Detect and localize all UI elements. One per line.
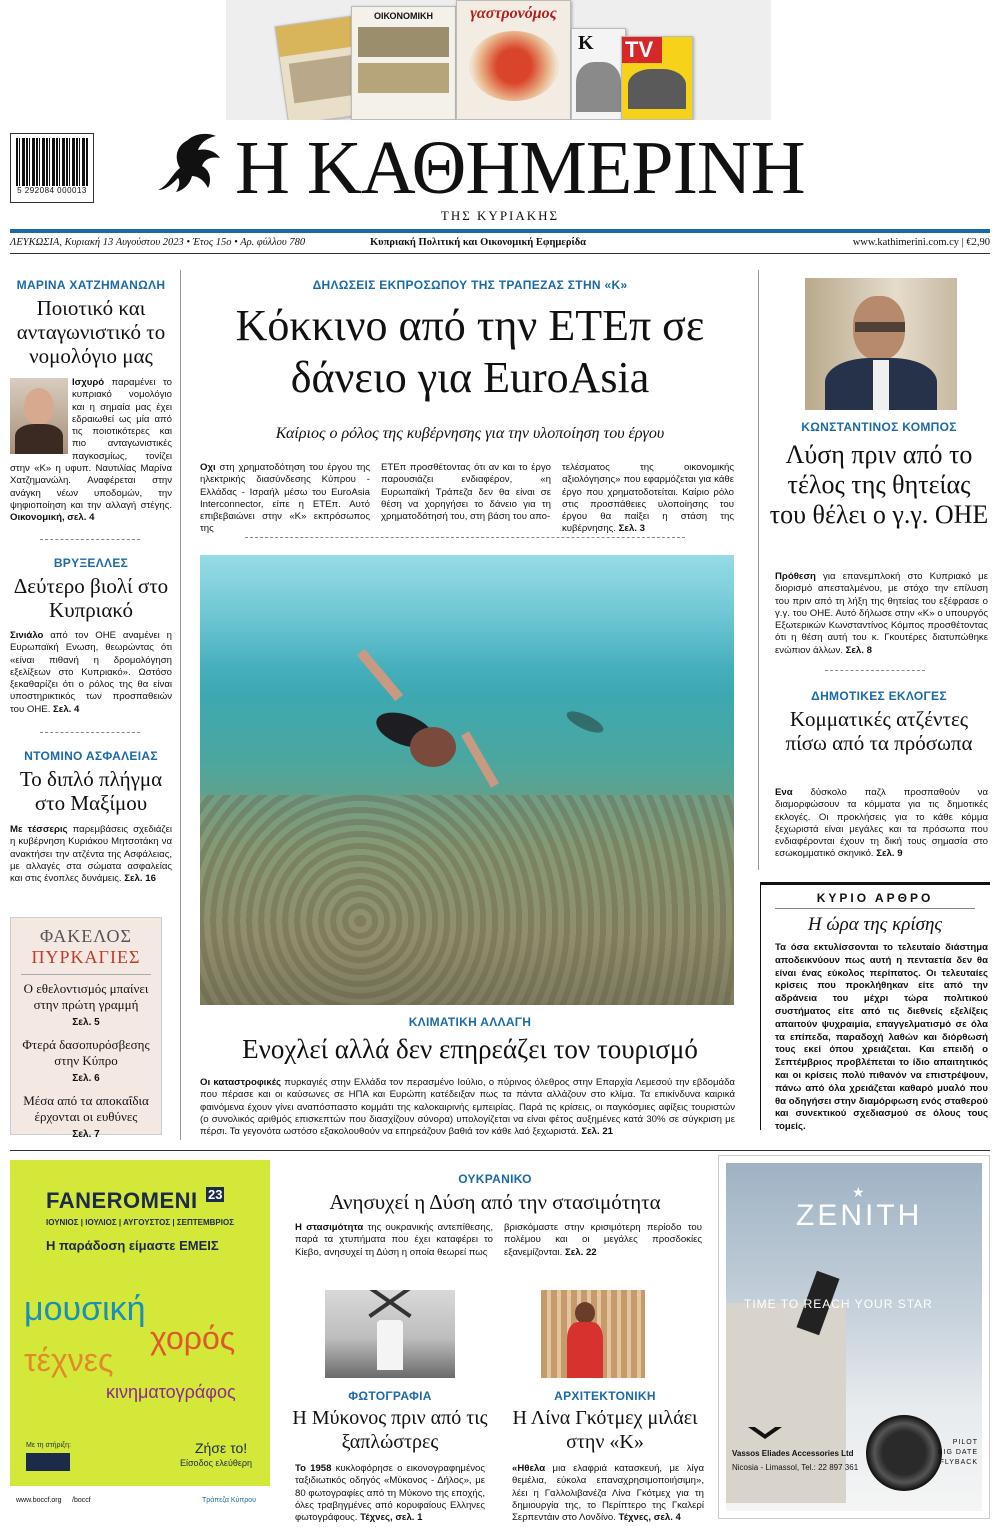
left-s1-body [10,377,172,525]
editorial-headline[interactable]: Η ώρα της κρίσης [807,914,943,935]
fires-box-subtitle: ΠΥΡΚΑΓΙΕΣ [31,947,141,967]
editorial-border [760,885,761,1130]
photo-body [295,1463,485,1524]
left-s2-lead: Σινιάλο [10,630,44,641]
ad-brand: FANEROMENI [46,1188,198,1213]
dealer-name: Vassos Eliades Accessories Ltd [732,1449,854,1458]
info-rule [10,253,990,254]
swimmer-arm [461,731,499,787]
main-subheadline: Καίριος ο ρόλος της κυβέρνησης για την υλοποίηση του έργου [275,425,665,442]
column-divider [758,270,759,870]
minister-kombos-photo [805,278,957,410]
arch-kicker: ΑΡΧΙΤΕΚΤΟΝΙΚΗ [554,1389,656,1403]
left-s2-body [10,630,172,716]
snorkel-photo [200,555,734,1005]
left-s1-text: παραμένει το κυπριακό νομολόγιο και η σημαία μας έχει εδραιωθεί ως μία από τις ποιοτικότερες και πιο ανταγωνιστικές παγκοσμίως, τονίζει στην «Κ» η υφυπ. Ναυτιλίας Μαρίνα Χατζημανώλη. Αναφέρεται στην ανάγκη νέων υποδομών, την ψηφιοποίηση και την αλλαγή στέγης. [10,377,172,511]
model-pilot: PILOT [952,1439,978,1446]
paper-description: Κυπριακή Πολιτική και Οικονομική Εφημερίδα [370,237,587,248]
ad-tagline: Η παράδοση είμαστε ΕΜΕΙΣ [46,1238,219,1253]
left-s3-body [10,824,172,885]
swimmer-head [410,727,456,767]
zenith-star-icon: ★ [852,1186,865,1201]
left-s3-text: παρεμβάσεις σχεδιάζει η κυβέρνηση Κυριάκου Μητσοτάκη να ανακτήσει την ατζέντα της Ασφάλειας, με αλλαγές στα σώματα ασφαλείας και στις ένοπλες δυνάμεις. [10,824,173,885]
ukraine-col1-text: της ουκρανικής αντεπίθεσης, παρά τα χτυπήματα που έχει καταφέρει το Κίεβο, ανησυχεί τη Δύση η οποία θεωρεί πως [295,1222,493,1258]
arch-body [512,1463,704,1524]
main-col2: ΕΤΕπ προσθέτοντας ότι αν και το έργο παρουσιάζει ενδιαφέρον, «η Ευρωπαϊκή Τράπεζα δεν θα είναι σε θέση να χορηγήσει το δάνειο για τη χρηματοδότησή του, στη βάση του απο- [381,462,551,523]
promo-mag-tv [621,36,693,120]
fires-item-1[interactable] [11,981,161,1031]
ad-bank: Τράπεζα Κύπρου [202,1497,256,1504]
fires-box-title: ΦΑΚΕΛΟΣ [39,926,133,946]
right-s1-text: για επανεμπλοκή στο Κυπριακό με διορισμό απεσταλμένου, με στόχο την επίλυση του πριν από τη λήξη της θητείας του εξέφρασε ο γ.γ. του ΟΗΕ. Αυτό δήλωσε στην «Κ» ο υπουργός Εξωτερικών Κωνσταντίνος Κόμπος προσθέτοντας ότι η θέση αυτή του κ. Γκουτέρες διατυπώθηκε ενώπιον άλλων. [775,571,988,656]
climate-headline[interactable]: Ενοχλεί αλλά δεν επηρεάζει τον τουρισμό [242,1034,698,1064]
model-bigdate: BIG DATE [937,1449,978,1456]
main-kicker: ΔΗΛΩΣΕΙΣ ΕΚΠΡΟΣΩΠΟΥ ΤΗΣ ΤΡΑΠΕΖΑΣ ΣΤΗΝ «Κ» [312,278,628,292]
ad-footer [10,1486,270,1517]
main-col3-text: τελέσματος της οικονομικής αξιολόγησης» που εφαρμόζεται για κάθε έργο που χρηματοδοτείται. Καίριο ρόλο στις προσπάθειες υλοποίησης του έργου θα παίξει η στάση της κυβέρνησης. [562,462,734,535]
divider [40,732,140,733]
left-s1-headline[interactable]: Ποιοτικό και ανταγωνιστικό το νομολόγιο μας [16,296,166,368]
left-s2-headline[interactable]: Δεύτερο βιολί στο Κυπριακό [13,574,169,622]
left-s3-ref[interactable]: Σελ. 16 [124,873,156,885]
fires-box [10,917,162,1140]
gotmeh-photo [541,1290,645,1378]
bottom-rule [10,1150,990,1151]
ukraine-col2 [504,1222,702,1259]
ad-support: Με τη στήριξη: [26,1442,71,1449]
arch-lead: «Ηθελα [512,1463,546,1474]
promo-mag-k-title: K [578,32,594,54]
divider [825,670,925,671]
climate-ref[interactable]: Σελ. 21 [581,1126,614,1138]
masthead-subtitle: ΤΗΣ ΚΥΡΙΑΚΗΣ [440,208,560,223]
left-s2-kicker: ΒΡΥΞΕΛΛΕΣ [53,556,129,570]
left-s2-ref[interactable]: Σελ. 4 [53,703,80,715]
ukraine-lead: Η στασιμότητα [295,1222,364,1233]
masthead-title: Η ΚΑΘΗΜΕΡΙΝΗ [235,126,805,210]
promo-mag-oikonomiki-title: ΟΙΚΟΝΟΜΙΚΗ [373,11,434,21]
ukraine-ref[interactable]: Σελ. 22 [564,1246,597,1258]
right-s1-body [775,571,988,657]
ad-word-cinema: κινηματογράφος [106,1382,236,1402]
fires-item-2-text: Φτερά δασοπυρόσβεσης στην Κύπρο [22,1037,150,1068]
ad-facebook[interactable]: /boccf [72,1497,91,1504]
photo-ref[interactable]: Τέχνες, σελ. 1 [360,1512,423,1524]
arch-ref[interactable]: Τέχνες, σελ. 4 [618,1512,681,1524]
griffin-logo-icon [150,128,228,200]
divider [245,537,685,538]
left-s1-ref[interactable]: Οικονομική, σελ. 4 [10,512,95,524]
promo-mag-k [571,28,626,120]
main-lead: Οχι [200,462,216,473]
promo-mag-gastronomos-title: γαστρονόμος [470,5,557,22]
left-s2-text: από τον ΟΗΕ αναμένει η Ευρωπαϊκή Ενωση, θεωρώντας ότι «είναι πιθανή η δρομολόγηση εξελίξεων στο Κυπριακό». Ωστόσο ξεκαθαρίζει ότι ο ρόλος της θα είναι υποστηρικτικός των προσπαθειών του ΟΗΕ. [10,630,172,715]
barcode [10,133,94,203]
info-bar [10,234,990,252]
sponsor-logo-icon [26,1453,70,1471]
ad-cta: Ζήσε το! [195,1440,248,1456]
arch-text: μια ελαφριά κατασκευή, με λίγα θεμέλια, εύκολα επαναχρησιμοποιήσιμη», λέει η Γαλλολιβανέζα Λίνα Γκότμεχ για τη δημιουργία της, το Περίπτερο της Γκαλερί Σερπεντάιν στο Λονδίνο. [512,1463,704,1524]
ukraine-col2-text: βρισκόμαστε στην κρισιμότερη περίοδο του πολέμου και οι μεγάλες προσδοκίες εξανεμίζονται. [504,1222,702,1258]
zenith-slogan: TIME TO REACH YOUR STAR [744,1297,933,1311]
main-headline[interactable]: Κόκκινο από την ΕΤΕπ σε δάνειο για EuroAsia [235,301,705,402]
ukraine-col1 [295,1222,493,1259]
issue-info: ΛΕΥΚΩΣΙΑ, Κυριακή 13 Αυγούστου 2023 • Έτος 15ο • Αρ. φύλλου 780 [10,237,306,248]
divider [775,908,975,909]
ad-website[interactable]: www.boccf.org [16,1497,62,1504]
fires-item-1-ref: Σελ. 5 [72,1017,100,1028]
swimmer-background [564,707,606,737]
main-col1 [200,462,370,536]
photo-kicker: ΦΩΤΟΓΡΑΦΙΑ [348,1389,432,1403]
fires-item-1-text: Ο εθελοντισμός μπαίνει στην πρώτη γραμμή [23,981,149,1012]
column-divider [180,270,181,1140]
climate-kicker: ΚΛΙΜΑΤΙΚΗ ΑΛΛΑΓΗ [408,1015,532,1029]
water-surface [200,555,734,695]
right-s2-headline[interactable]: Κομματικές ατζέντες πίσω από τα πρόσωπα [785,707,973,755]
left-s3-headline[interactable]: Το διπλό πλήγμα στο Μαξίμου [19,767,163,815]
editorial-rule [760,882,990,885]
fires-item-3[interactable] [11,1087,161,1143]
right-s2-body [775,787,988,861]
promo-mag-gastronomos [456,0,571,120]
seabed [200,795,734,1005]
promo-mag-tv-title: TV [622,37,662,63]
ad-word-dance: χορός [150,1320,236,1356]
right-s2-lead: Ενα [775,787,793,798]
ad-word-music: μουσική [24,1290,146,1328]
fires-item-3-text: Μέσα από τα αποκαΐδια έρχονται οι ευθύνες [23,1093,149,1124]
ad-months: ΙΟΥΝΙΟΣ | ΙΟΥΛΙΟΣ | ΑΥΓΟΥΣΤΟΣ | ΣΕΠΤΕΜΒΡΙΟΣ [46,1218,235,1227]
divider [40,539,140,540]
arch-headline[interactable]: Η Λίνα Γκότμεχ μιλάει στην «Κ» [512,1407,698,1453]
website-price[interactable]: www.kathimerini.com.cy | €2,90 [852,237,990,248]
model-flyback: FLYBACK [939,1459,978,1466]
right-s2-kicker: ΔΗΜΟΤΙΚΕΣ ΕΚΛΟΓΕΣ [811,689,947,703]
ad-word-arts: τέχνες [24,1342,114,1378]
right-s1-kicker: ΚΩΝΣΤΑΝΤΙΝΟΣ ΚΟΜΠΟΣ [801,420,957,434]
promo-mag-oikonomiki [351,6,456,120]
mykonos-photo [325,1290,455,1378]
photo-text: κυκλοφόρησε ο εικονογραφημένος ταξιδιωτικός οδηγός «Μύκονος - Δήλος», με 80 φωτογραφίες από τη Μύκονο της εποχής, όλες τραβηγμένες από κορυφαίους Ελληνες φωτογράφους. [295,1463,485,1524]
main-col3 [562,462,734,536]
photo-headline[interactable]: Η Μύκονος πριν από τις ξαπλώστρες [292,1407,488,1453]
climate-lead: Οι καταστροφικές [200,1077,282,1088]
climate-body [200,1077,735,1138]
main-col1-text: στη χρηματοδότηση του έργου της ηλεκτρικής διασύνδεσης Κύπρου - Ελλάδας - Ισραήλ μέσω του EuroAsia Interconnector, είπε η ΕΤΕπ. Αυτό επιβεβαιώνει στην «Κ» εκπρόσωπος της [200,462,370,535]
right-s1-lead: Πρόθεση [775,571,816,582]
zenith-ad[interactable] [718,1155,990,1519]
masthead-rule [10,229,990,233]
editorial-kicker: ΚΥΡΙΟ ΑΡΘΡΟ [816,891,934,905]
right-s1-headline[interactable]: Λύση πριν από το τέλος της θητείας του θέλει ο γ.γ. ΟΗΕ [769,440,989,529]
main-col3-ref[interactable]: Σελ. 3 [618,523,645,535]
fires-item-3-ref: Σελ. 7 [72,1129,100,1140]
left-s3-lead: Με τέσσερις [10,824,68,835]
ad-year: 23 [208,1187,223,1202]
barcode-number: 5 292084 000013 [17,186,87,195]
left-s1-lead: Ισχυρό [72,377,105,388]
climate-text: πυρκαγιές στην Ελλάδα τον περασμένο Ιούλιο, ο πύρινος όλεθρος στην Επαρχία Λεμεσού την εβδομάδα που πέρασε και οι καύσωνες σε ΗΠΑ και Ευρώπη κατέδειξαν πως τα πάντα αλλάζουν στο κλίμα. Τα επικίνδυνα καιρικά φαινόμενα έχουν γίνει αναπόσπαστο κομμάτι της καλοκαιρινής εμπειρίας. Παρά τις κρίσεις, οι παγκόσμιες αφίξεις τουριστών (ο συνολικός αριθμός επισκεπτών που διασχίζουν σύνορα) υπολογίζεται να είναι φέτος αυξημένες κατά 30% σε σύγκριση με πέρσι. Τα γεγονότα ωστόσο εξακολουθούν να επηρεάζουν βαθιά τον κάθε λαό ξεχωριστά. [200,1077,735,1138]
left-s3-kicker: ΝΤΟΜΙΝΟ ΑΣΦΑΛΕΙΑΣ [24,749,158,763]
right-s2-text: δύσκολο παζλ προσπαθούν να διαμορφώσουν τα κόμματα για τις δημοτικές εκλογές. Οι προκλήσεις για το κάθε κόμμα ξεχωριστά είναι μεγάλες και τα πρόσωπα που ενδιαφέρονται έχουν τη δική τους σημασία στο εσωκομματικό σκηνικό. [775,787,988,860]
zenith-brand: ZENITH [796,1199,923,1232]
ukraine-headline[interactable]: Ανησυχεί η Δύση από την στασιμότητα [329,1190,661,1214]
dealer-info: Nicosia - Limassol, Tel.: 22 897 361 [732,1463,859,1472]
editorial-body: Τα όσα εκτυλίσσονται το τελευταίο διάστημα αποδεικνύουν πως αυτή η πενταετία δεν θα είναι ένας εύκολος περίπατος. Οι τελευταίες κρίσεις που προκλήθηκαν είτε από την αδράνεια του μέχρι τώρα πολιτικού συστήματος είτε από τις διεθνείς εξελίξεις απαιτούν ψυχραιμία, επαγγελματισμό σε όλα τα επίπεδα, παραδοχή λαθών και διόρθωσή τους εκεί όπου χρειάζεται. Και επειδή ο Σεπτέμβριος προβλέπεται το ίδιο απαιτητικός και οι κρίσεις πολύ πιθανόν να επιστρέψουν, πάνω από όλα χρειάζεται καθαρό μυαλό που θα οδηγήσει στην διαμόρφωση ενός σταθερού και συνεκτικού σχεδιασμού σε όλους τους τομείς. [775,942,988,1133]
photo-lead: Το 1958 [295,1463,332,1474]
fires-item-2-ref: Σελ. 6 [72,1073,100,1084]
fires-item-2[interactable] [11,1031,161,1087]
cliff [726,1303,846,1503]
right-s2-ref[interactable]: Σελ. 9 [876,848,903,860]
right-s1-ref[interactable]: Σελ. 8 [845,644,872,656]
faneromeni-ad[interactable] [10,1160,270,1517]
ukraine-kicker: ΟΥΚΡΑΝΙΚΟ [458,1172,532,1186]
promo-banner[interactable] [226,0,771,120]
ad-free-entry: Είσοδος ελεύθερη [180,1458,253,1468]
left-s1-kicker: ΜΑΡΙΝΑ ΧΑΤΖΗΜΑΝΩΛΗ [16,278,166,292]
